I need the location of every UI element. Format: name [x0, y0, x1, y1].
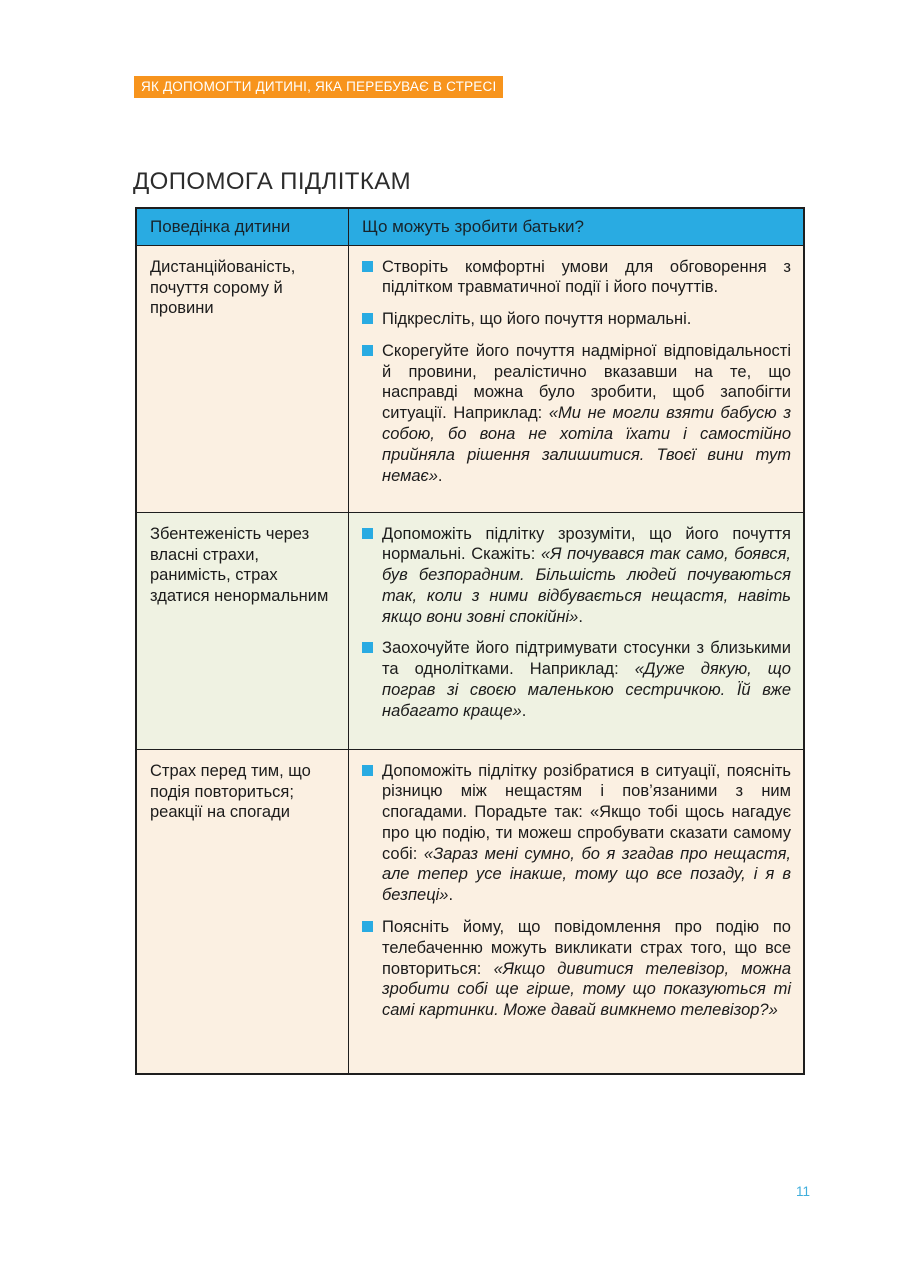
body-text: . — [448, 886, 454, 905]
body-text: . — [437, 466, 443, 485]
bullet-square-icon — [362, 313, 373, 324]
column-header-behavior: Поведінка дитини — [137, 209, 349, 245]
bullet-item — [362, 257, 791, 299]
page-title: ДОПОМОГА ПІДЛІТКАМ — [133, 168, 411, 195]
column-header-parents: Що можуть зробити батьки? — [362, 217, 584, 237]
bullet-item — [362, 917, 791, 1021]
parent-actions-cell — [349, 750, 803, 1073]
table-row — [137, 750, 803, 1073]
behavior-cell: Збентеженість через власні страхи, ранимість, страх здатися ненормальним — [137, 513, 349, 749]
help-table — [135, 207, 805, 1075]
page-number: 11 — [795, 1184, 810, 1199]
bullet-square-icon — [362, 261, 373, 272]
body-text: Скорегуйте його почуття надмірної відповідальності й провини, реалістично вказавши на те, що насправді можна було зробити, щоб запобігти ситуації. Наприклад: — [382, 341, 791, 423]
body-text: Заохочуйте його підтримувати стосунки з близькими та однолітками. Наприклад: — [382, 639, 791, 679]
bullet-item — [362, 524, 791, 628]
body-text: Допоможіть підлітку зрозуміти, що його почуття нормальні. Скажіть: — [382, 524, 791, 564]
bullet-square-icon — [362, 921, 373, 932]
body-text: Створіть комфортні умови для обговорення з підлітком травматичної події і його почуттів. — [382, 257, 791, 297]
body-text: Поясніть йому, що повідомлення про подію по телебаченню можуть викликати страх того, що все повториться: — [382, 918, 791, 978]
bullet-square-icon — [362, 528, 373, 539]
quote-text: «Зараз мені сумно, бо я згадав про нещастя, але тепер усе інакше, тому що все позаду, і я в безпеці» — [382, 844, 791, 905]
table-header-row — [137, 209, 803, 246]
body-text: Допоможіть підлітку розібратися в ситуації, поясніть різницю між нещастям і пов’язаними з ним спогадами. Порадьте так: «Якщо тобі щось нагадує про цю подію, ти можеш спробувати сказати самому собі: — [382, 761, 791, 863]
behavior-cell: Страх перед тим, що подія повториться; реакції на спогади — [137, 750, 349, 1073]
body-text: Підкресліть, що його почуття нормальні. — [382, 310, 692, 329]
quote-text: «Я почувався так само, боявся, був безпорадним. Більшість людей почуваються так, коли з ними відбувається нещастя, навіть якщо вони зовні спокійні» — [382, 545, 792, 626]
bullet-item — [362, 309, 791, 330]
bullet-item — [362, 341, 791, 486]
quote-text: «Ми не могли взяти бабусю з собою, бо вона не хотіла їхати і самостійно прийняла рішення залишитися. Твоєї вини тут немає» — [382, 404, 791, 485]
quote-text: «Якщо дивитися телевізор, можна зробити собі ще гірше, тому що показуються ті самі картинки. Може давай вимкнемо телевізор?» — [382, 959, 792, 1020]
quote-text: «Дуже дякую, що пограв зі своєю маленькою сестричкою. Їй вже набагато краще» — [382, 660, 791, 720]
bullet-square-icon — [362, 765, 373, 776]
bullet-square-icon — [362, 345, 373, 356]
parent-actions-cell — [349, 513, 803, 749]
body-text: . — [578, 607, 583, 626]
body-text: . — [521, 701, 527, 720]
bullet-item — [362, 638, 791, 721]
bullet-item — [362, 761, 791, 906]
table-body — [137, 246, 803, 1073]
parent-actions-cell — [349, 246, 803, 512]
behavior-cell: Дистанційованість, почуття сорому й провини — [137, 246, 349, 512]
bullet-square-icon — [362, 642, 373, 653]
table-row — [137, 513, 803, 750]
table-row — [137, 246, 803, 513]
chapter-badge: ЯК ДОПОМОГТИ ДИТИНІ, ЯКА ПЕРЕБУВАЄ В СТРЕСІ — [134, 76, 503, 98]
